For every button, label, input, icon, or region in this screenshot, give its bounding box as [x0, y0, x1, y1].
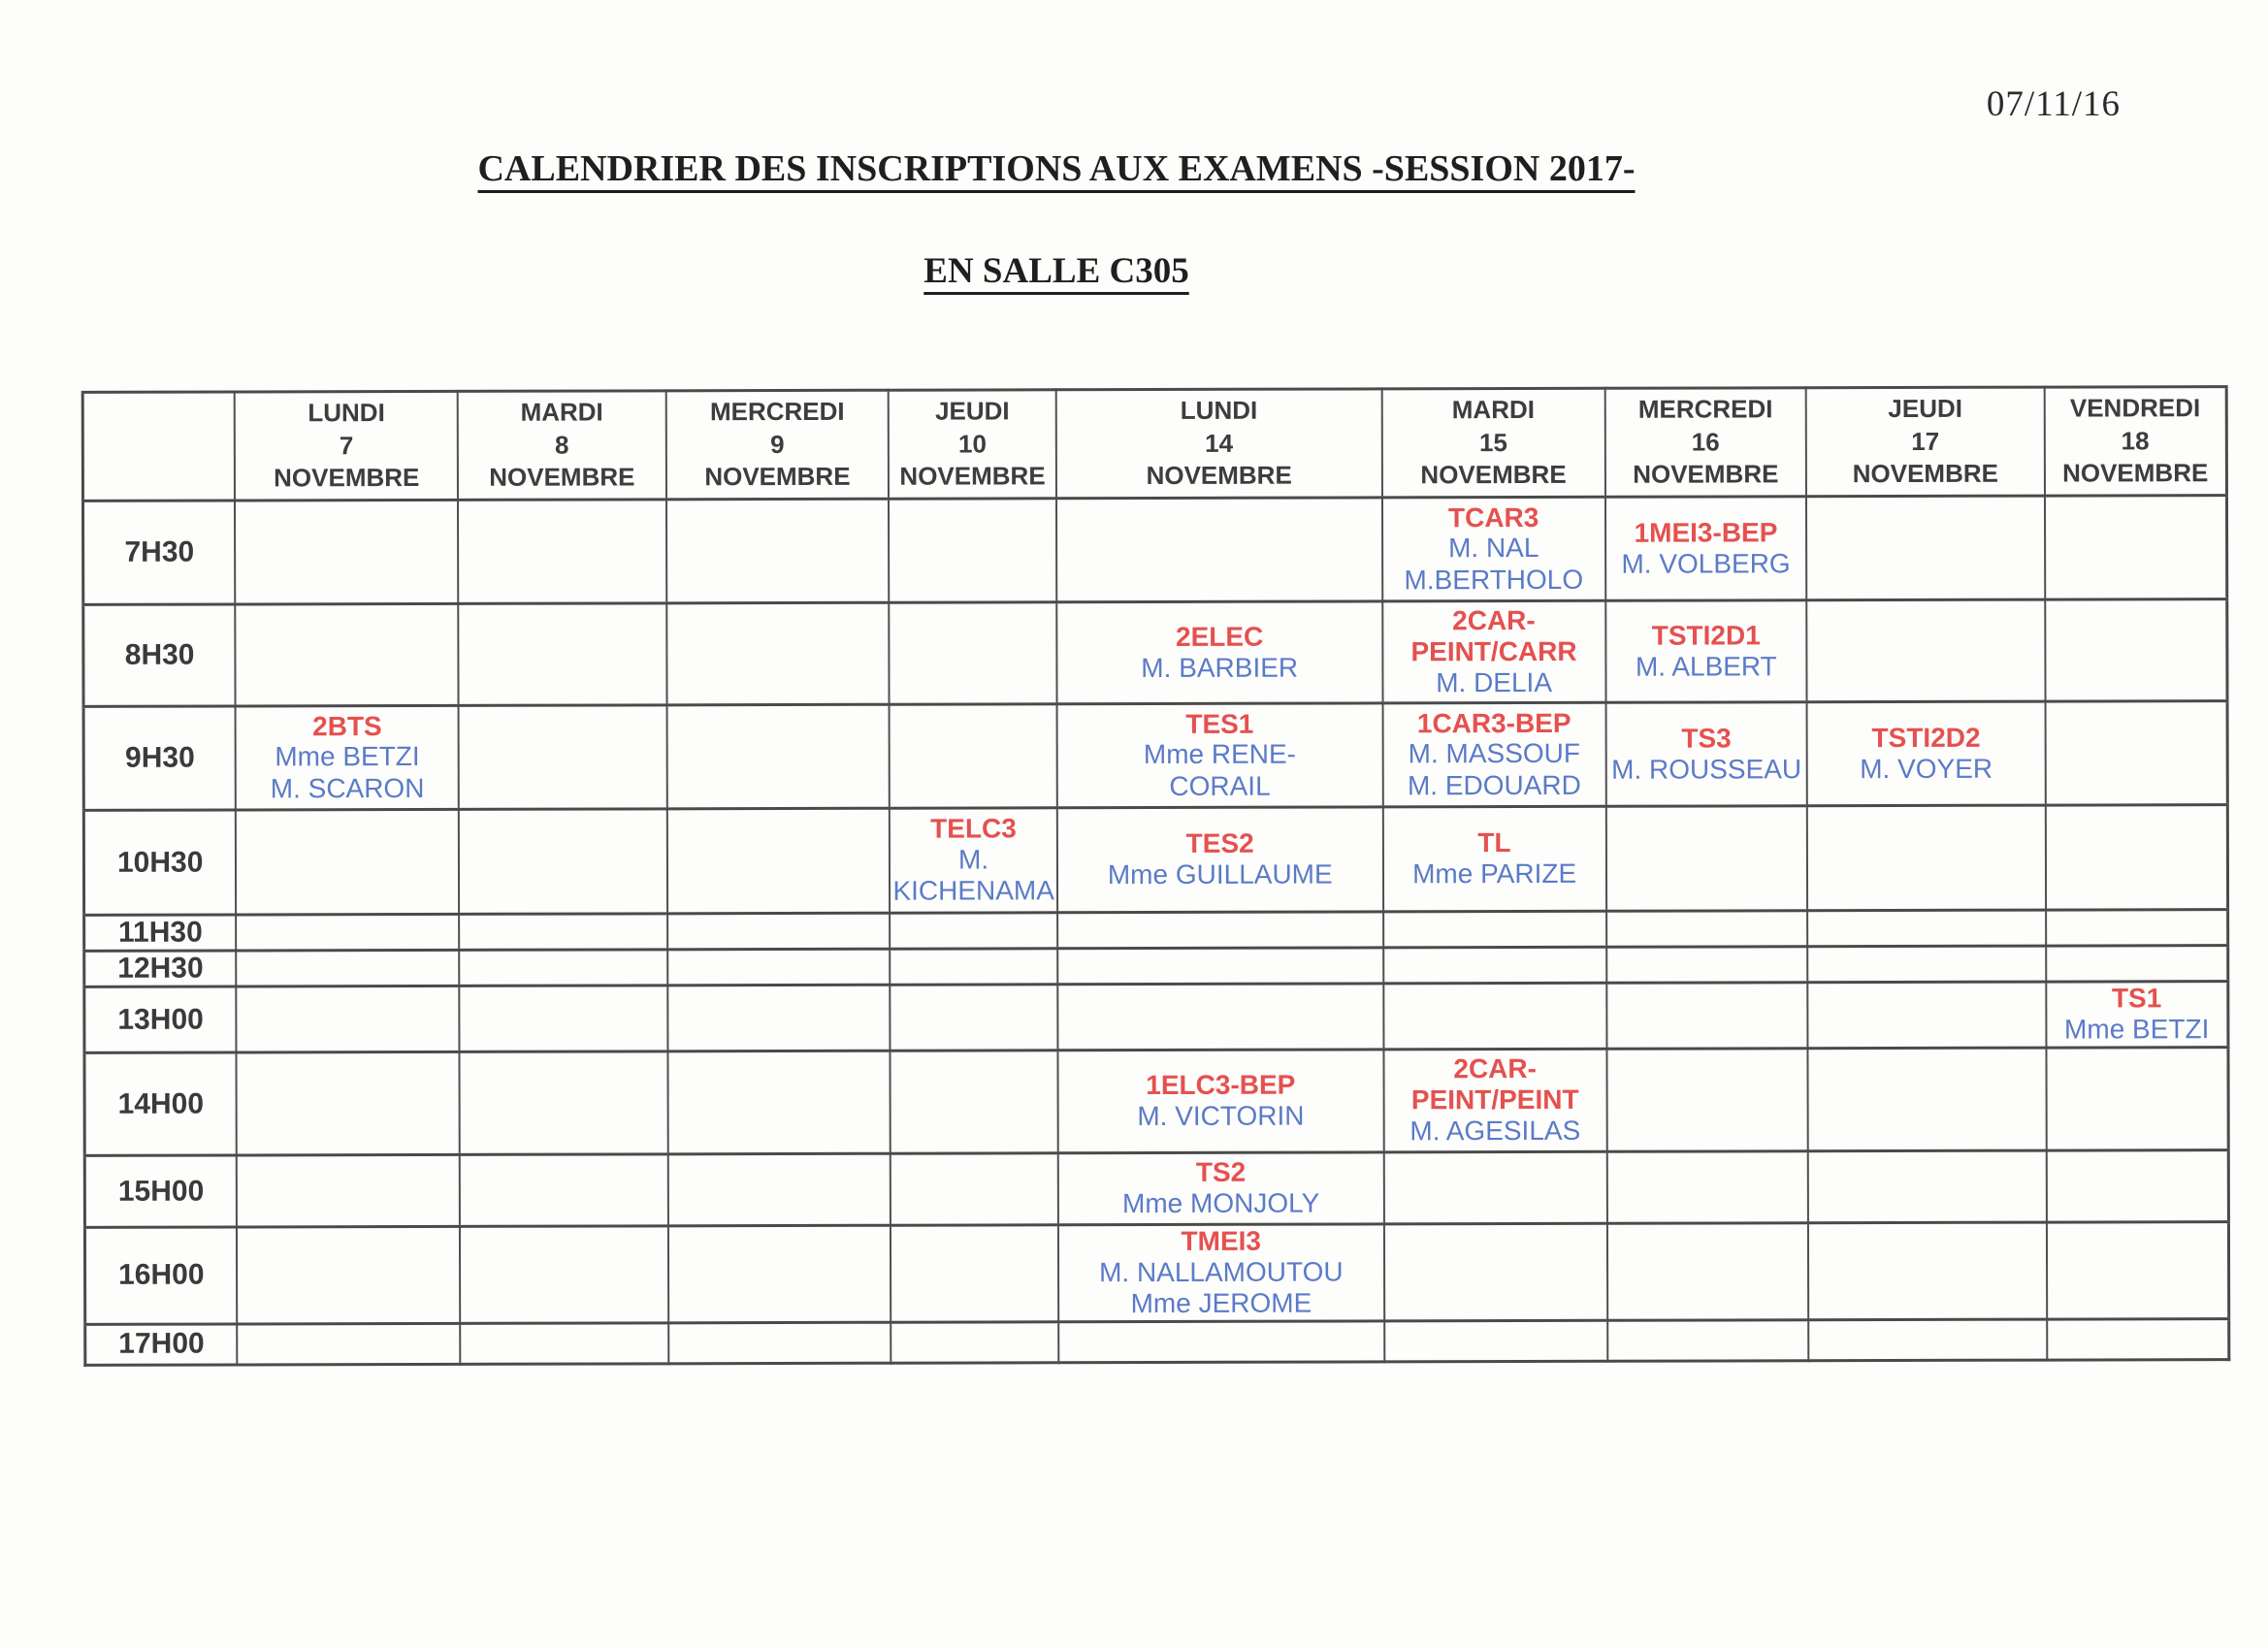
schedule-cell-11h30-col1 [237, 914, 460, 951]
class-code: 2ELEC [1175, 621, 1264, 652]
class-code: 1CAR3-BEP [1416, 707, 1571, 738]
schedule-cell-16h00-col3 [668, 1225, 891, 1322]
schedule-cell-8h30-col7 [1605, 600, 1807, 703]
day-header-date: 9 [770, 429, 785, 459]
schedule-table [81, 385, 2231, 1367]
schedule-row-11h30 [84, 910, 2228, 952]
day-header-day: MERCREDI [1637, 394, 1773, 424]
teacher-name: M. DELIA [1436, 666, 1553, 697]
schedule-cell-10h30-col3 [666, 808, 890, 914]
day-header-mardi-8 [458, 391, 666, 501]
schedule-cell-14h00-col4 [891, 1051, 1058, 1153]
time-label-13h00: 13H00 [84, 986, 237, 1052]
schedule-row-15h00 [84, 1150, 2228, 1228]
day-header-month: NOVEMBRE [1420, 460, 1567, 490]
day-header-date: 16 [1691, 427, 1720, 457]
schedule-cell-11h30-col4 [891, 913, 1057, 949]
day-header-date: 15 [1478, 427, 1507, 457]
schedule-cell-12h30-col7 [1606, 947, 1808, 984]
schedule-cell-8h30-col2 [458, 603, 666, 706]
day-header-date: 10 [957, 429, 987, 459]
day-header-month: NOVEMBRE [1633, 459, 1779, 490]
day-header-lundi-7 [235, 391, 458, 501]
day-header-vendredi-18 [2044, 387, 2226, 496]
teacher-name: Mme JEROME [1130, 1287, 1312, 1319]
teacher-name: Mme GUILLAUME [1107, 858, 1333, 890]
class-code: 2BTS [312, 710, 382, 741]
schedule-cell-7h30-col5 [1056, 498, 1382, 602]
schedule-cell-11h30-col3 [667, 913, 891, 950]
schedule-cell-17h00-col6 [1384, 1320, 1607, 1362]
teacher-name: Mme MONJOLY [1121, 1187, 1320, 1219]
schedule-cell-12h30-col6 [1383, 947, 1606, 984]
schedule-cell-8h30-col8 [1807, 599, 2046, 702]
teacher-name: M. [957, 844, 989, 875]
schedule-row-9h30 [83, 701, 2227, 811]
schedule-cell-13h00-col1 [237, 986, 460, 1052]
schedule-cell-12h30-col2 [459, 950, 666, 986]
day-header-date: 17 [1911, 426, 1940, 456]
schedule-cell-15h00-col9 [2046, 1150, 2228, 1222]
schedule-cell-17h00-col1 [238, 1323, 461, 1365]
schedule-cell-12h30-col1 [237, 950, 460, 986]
schedule-cell-14h00-col8 [1808, 1048, 2047, 1151]
teacher-name: M. AGESILAS [1409, 1116, 1581, 1147]
schedule-cell-16h00-col1 [237, 1226, 460, 1323]
class-code: TCAR3 [1447, 501, 1539, 533]
schedule-cell-8h30-col3 [666, 602, 890, 705]
class-code: 1ELC3-BEP [1146, 1069, 1296, 1101]
schedule-cell-12h30-col5 [1057, 948, 1383, 985]
schedule-cell-12h30-col4 [891, 949, 1057, 985]
schedule-cell-9h30-col3 [666, 704, 890, 809]
schedule-cell-7h30-col8 [1806, 496, 2045, 600]
teacher-name: CORAIL [1169, 770, 1271, 801]
schedule-cell-9h30-col1 [236, 705, 459, 810]
time-label-11h30: 11H30 [84, 915, 237, 951]
day-header-date: 8 [554, 430, 569, 460]
document-subtitle: EN SALLE C305 [923, 251, 1189, 291]
schedule-cell-13h00-col9 [2046, 982, 2228, 1048]
class-code: TES2 [1185, 828, 1254, 859]
schedule-cell-17h00-col9 [2047, 1318, 2229, 1359]
schedule-row-17h00 [85, 1318, 2229, 1365]
time-label-9h30: 9H30 [83, 706, 236, 810]
schedule-cell-13h00-col8 [1808, 982, 2046, 1049]
schedule-cell-17h00-col7 [1607, 1320, 1809, 1362]
teacher-name: M. NAL [1448, 533, 1539, 564]
time-label-8h30: 8H30 [83, 604, 236, 706]
class-code: TSTI2D1 [1651, 620, 1761, 651]
schedule-row-16h00 [84, 1222, 2228, 1325]
schedule-cell-8h30-col4 [890, 602, 1057, 704]
schedule-cell-9h30-col4 [890, 704, 1057, 808]
teacher-name: M. ROUSSEAU [1611, 753, 1802, 785]
schedule-cell-9h30-col9 [2045, 701, 2227, 805]
day-header-month: NOVEMBRE [899, 461, 1046, 492]
day-header-month: NOVEMBRE [274, 463, 420, 493]
schedule-cell-7h30-col7 [1605, 497, 1807, 601]
class-code: 2CAR- PEINT/PEINT [1410, 1053, 1579, 1116]
schedule-cell-11h30-col8 [1807, 910, 2045, 947]
class-code: TSTI2D2 [1871, 722, 1981, 753]
schedule-cell-13h00-col6 [1383, 983, 1606, 1050]
schedule-row-13h00 [84, 982, 2228, 1053]
schedule-row-7h30 [82, 496, 2226, 605]
schedule-cell-9h30-col7 [1605, 702, 1807, 807]
day-header-jeudi-10 [889, 390, 1056, 499]
schedule-row-8h30 [83, 599, 2227, 707]
schedule-cell-7h30-col3 [666, 499, 890, 603]
schedule-cell-17h00-col2 [460, 1323, 667, 1365]
schedule-cell-12h30-col3 [667, 949, 891, 986]
teacher-name: M. ALBERT [1635, 651, 1777, 682]
day-header-day: MARDI [520, 397, 603, 427]
schedule-cell-16h00-col5 [1058, 1224, 1384, 1322]
schedule-row-12h30 [84, 946, 2228, 987]
class-code: 1MEI3-BEP [1634, 517, 1778, 548]
day-header-day: MARDI [1451, 394, 1535, 424]
schedule-cell-13h00-col2 [460, 986, 668, 1052]
class-code: 2CAR- PEINT/CARR [1410, 604, 1577, 667]
schedule-header-row [82, 387, 2226, 501]
schedule-cell-14h00-col3 [667, 1051, 891, 1154]
schedule-cell-17h00-col3 [668, 1322, 891, 1364]
teacher-name: M. SCARON [270, 772, 425, 804]
schedule-cell-13h00-col5 [1057, 984, 1383, 1051]
class-code: TELC3 [930, 813, 1017, 844]
teacher-name: M. VOYER [1860, 753, 1993, 784]
schedule-cell-11h30-col5 [1057, 912, 1383, 949]
schedule-cell-13h00-col4 [891, 985, 1058, 1051]
day-header-month: NOVEMBRE [1146, 461, 1292, 491]
schedule-row-14h00 [84, 1048, 2228, 1156]
day-header-month: NOVEMBRE [704, 462, 851, 492]
day-header-month: NOVEMBRE [489, 462, 635, 493]
schedule-cell-8h30-col6 [1382, 600, 1605, 703]
schedule-cell-9h30-col2 [459, 705, 667, 810]
schedule-cell-16h00-col4 [891, 1225, 1058, 1322]
time-label-15h00: 15H00 [84, 1155, 237, 1227]
class-code: TES1 [1185, 708, 1254, 739]
teacher-name: M.BERTHOLO [1404, 564, 1584, 596]
schedule-cell-14h00-col7 [1606, 1049, 1808, 1152]
class-code: TS2 [1195, 1157, 1247, 1188]
day-header-date: 14 [1205, 428, 1234, 458]
teacher-name: Mme BETZI [2063, 1014, 2210, 1045]
schedule-cell-15h00-col3 [667, 1153, 891, 1226]
title-block [0, 147, 2190, 292]
schedule-cell-15h00-col2 [460, 1154, 668, 1227]
schedule-cell-17h00-col8 [1808, 1319, 2046, 1361]
time-label-14h00: 14H00 [84, 1052, 237, 1155]
schedule-cell-7h30-col1 [235, 500, 458, 604]
schedule-cell-10h30-col9 [2045, 805, 2227, 910]
teacher-name: M. VOLBERG [1621, 548, 1791, 579]
schedule-cell-9h30-col8 [1807, 701, 2046, 806]
teacher-name: Mme BETZI [275, 741, 420, 772]
schedule-cell-14h00-col9 [2046, 1048, 2228, 1150]
schedule-cell-10h30-col5 [1057, 807, 1383, 913]
schedule-cell-7h30-col6 [1382, 497, 1605, 601]
day-header-day: JEUDI [1888, 393, 1962, 423]
schedule-cell-10h30-col7 [1605, 806, 1807, 912]
schedule-cell-12h30-col8 [1807, 946, 2045, 983]
schedule-cell-15h00-col4 [891, 1153, 1058, 1225]
day-header-date: 7 [339, 430, 354, 460]
day-header-month: NOVEMBRE [1852, 459, 1998, 489]
schedule-cell-14h00-col2 [460, 1051, 668, 1155]
time-label-10h30: 10H30 [83, 810, 236, 915]
teacher-name: Mme PARIZE [1412, 858, 1577, 889]
schedule-cell-10h30-col8 [1807, 805, 2046, 911]
class-code: TL [1477, 827, 1511, 858]
schedule-cell-11h30-col9 [2046, 910, 2228, 946]
teacher-name: M. MASSOUF [1408, 738, 1580, 769]
schedule-cell-14h00-col1 [237, 1051, 460, 1155]
schedule-cell-10h30-col4 [890, 808, 1057, 913]
schedule-cell-11h30-col7 [1606, 911, 1808, 948]
schedule-cell-16h00-col8 [1808, 1222, 2047, 1319]
schedule-cell-7h30-col2 [458, 500, 666, 604]
schedule-cell-11h30-col6 [1383, 911, 1606, 948]
schedule-cell-15h00-col7 [1606, 1151, 1808, 1224]
class-code: TS3 [1681, 723, 1732, 754]
day-header-day: LUNDI [1180, 395, 1258, 425]
document-title: CALENDRIER DES INSCRIPTIONS AUX EXAMENS -SESSION 2017- [477, 148, 1636, 189]
day-header-day: VENDREDI [2069, 392, 2201, 423]
day-header-date: 18 [2121, 425, 2150, 455]
schedule-cell-13h00-col3 [667, 985, 891, 1051]
schedule-cell-10h30-col2 [459, 809, 667, 915]
time-label-16h00: 16H00 [84, 1227, 237, 1324]
teacher-name: M. BARBIER [1141, 652, 1299, 683]
teacher-name: M. EDOUARD [1407, 769, 1581, 801]
schedule-cell-12h30-col9 [2046, 946, 2228, 982]
teacher-name: M. NALLAMOUTOU [1099, 1256, 1344, 1288]
day-header-day: JEUDI [935, 396, 1010, 426]
teacher-name: M. VICTORIN [1137, 1100, 1305, 1132]
schedule-cell-10h30-col1 [236, 809, 459, 915]
schedule-cell-7h30-col4 [889, 499, 1056, 602]
time-label-17h00: 17H00 [85, 1324, 238, 1365]
schedule-cell-15h00-col1 [237, 1154, 460, 1227]
schedule-cell-15h00-col5 [1058, 1152, 1384, 1225]
schedule-cell-15h00-col8 [1808, 1150, 2046, 1223]
schedule-cell-16h00-col7 [1606, 1223, 1808, 1320]
teacher-name: Mme RENE- [1143, 739, 1297, 770]
schedule-cell-16h00-col9 [2047, 1222, 2229, 1319]
day-header-month: NOVEMBRE [2062, 458, 2209, 488]
schedule-row-10h30 [83, 805, 2227, 916]
day-header-day: LUNDI [308, 397, 385, 428]
day-header-mercredi-16 [1604, 388, 1806, 498]
schedule-cell-17h00-col4 [891, 1322, 1058, 1363]
teacher-name: KICHENAMA [892, 875, 1054, 907]
schedule-cell-9h30-col5 [1056, 703, 1382, 808]
schedule-cell-9h30-col6 [1382, 702, 1605, 807]
day-header-mercredi-9 [665, 390, 889, 500]
day-header-mardi-15 [1381, 388, 1604, 498]
schedule-cell-8h30-col9 [2045, 599, 2227, 701]
schedule-cell-15h00-col6 [1383, 1151, 1606, 1224]
day-header-jeudi-17 [1806, 387, 2045, 497]
schedule-cell-7h30-col9 [2045, 496, 2227, 599]
schedule-cell-16h00-col6 [1384, 1223, 1607, 1320]
day-header-lundi-14 [1055, 389, 1381, 499]
schedule-cell-11h30-col2 [459, 914, 666, 951]
day-header-day: MERCREDI [709, 396, 845, 426]
schedule-cell-13h00-col7 [1606, 983, 1808, 1050]
class-code: TMEI3 [1181, 1225, 1262, 1256]
document-date: 07/11/16 [1986, 84, 2121, 124]
time-label-12h30: 12H30 [84, 951, 237, 986]
corner-cell [82, 392, 235, 501]
schedule-cell-14h00-col6 [1383, 1049, 1606, 1152]
schedule-cell-10h30-col6 [1383, 806, 1606, 912]
schedule-cell-8h30-col1 [236, 603, 459, 706]
class-code: TS1 [2111, 983, 2162, 1014]
schedule-cell-17h00-col5 [1058, 1321, 1384, 1363]
time-label-7h30: 7H30 [82, 501, 235, 604]
schedule-cell-16h00-col2 [460, 1226, 668, 1323]
schedule-cell-14h00-col5 [1057, 1050, 1383, 1153]
schedule-cell-8h30-col5 [1056, 601, 1382, 704]
